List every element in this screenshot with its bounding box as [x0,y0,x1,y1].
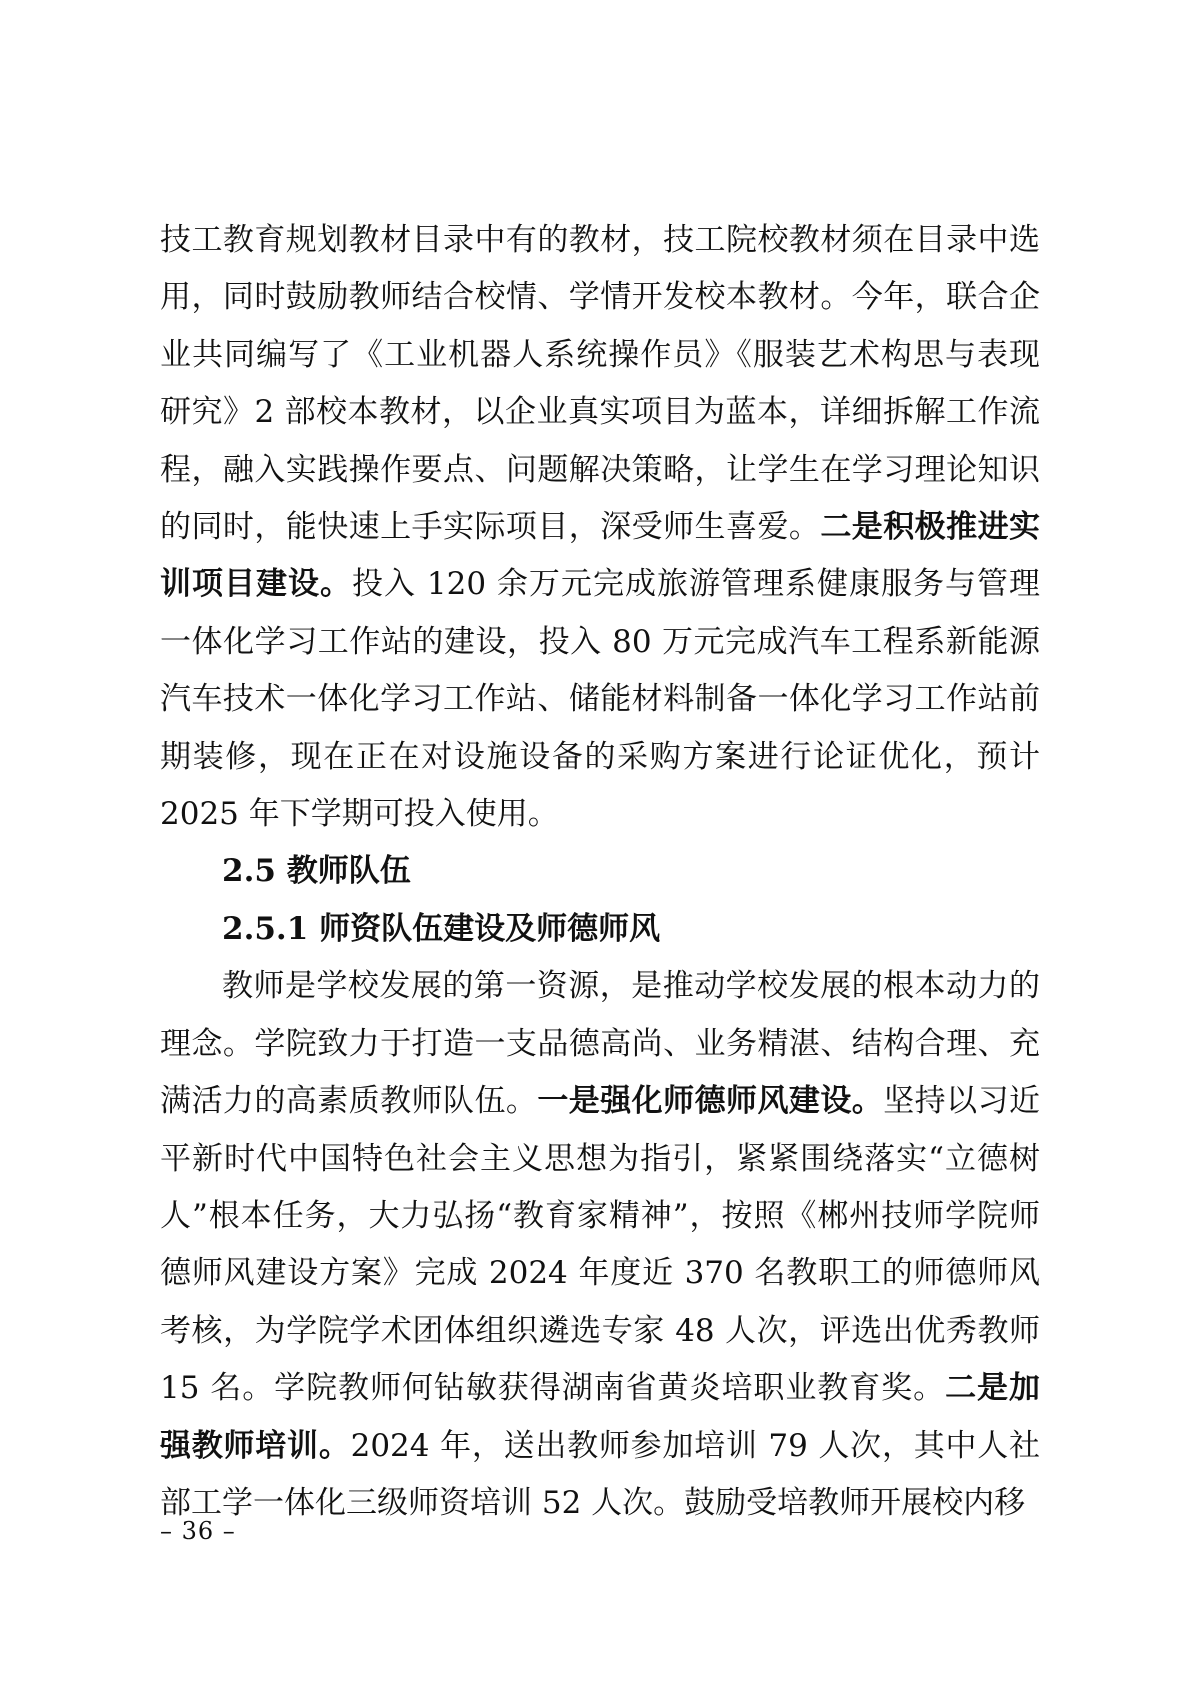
section-heading: 2.5 教师队伍 [222,853,411,890]
document-body [160,212,1040,1532]
paragraph-text: 2024 年，送出教师参加培训 79 人次，其中人社部工学一体化三级师资培训 52 人次。鼓励受培教师开展校内移 [160,1427,1041,1521]
paragraph-emphasis: 二是加强教师培训。 [160,1370,1040,1464]
page-number: – 36 – [160,1517,236,1545]
paragraph-emphasis: 二是积极推进实训项目建设。 [160,509,1041,603]
paragraph-text: 教师是学校发展的第一资源，是推动学校发展的根本动力的理念。学院致力于打造一支品德高尚、业务精湛、结构合理、充满活力的高素质教师队伍。 [160,968,1040,1120]
paragraph-text: 投入 120 余万元完成旅游管理系健康服务与管理一体化学习工作站的建设，投入 80 万元完成汽车工程系新能源汽车技术一体化学习工作站、储能材料制备一体化学习工作站前期装修，现在正在对设施设备的采购方案进行论证优化，预计 2025 年下学期可投入使用。 [160,566,1040,833]
paragraph-continued [160,212,1040,843]
paragraph-text: 坚持以习近平新时代中国特色社会主义思想为指引，紧紧围绕落实“立德树人”根本任务，大力弘扬“教育家精神”，按照《郴州技师学院师德师风建设方案》完成 2024 年度近 370 名教职工的师德师风考核，为学院学术团体组织遴选专家 48 人次，评选出优秀教师 15 名。学院教师何钻敏获得湖南省黄炎培职业教育奖。 [160,1083,1041,1407]
subsection-heading: 2.5.1 师资队伍建设及师德师风 [222,910,661,947]
paragraph-text: 技工教育规划教材目录中有的教材，技工院校教材须在目录中选用，同时鼓励教师结合校情、学情开发校本教材。今年，联合企业共同编写了《工业机器人系统操作员》《服装艺术构思与表现研究》2 部校本教材，以企业真实项目为蓝本，详细拆解工作流程，融入实践操作要点、问题解决策略，让学生在学习理论知识的同时，能快速上手实际项目，深受师生喜爱。 [160,222,1040,546]
paragraph-teachers [160,958,1040,1532]
paragraph-emphasis: 一是强化师德师风建设。 [537,1083,884,1120]
